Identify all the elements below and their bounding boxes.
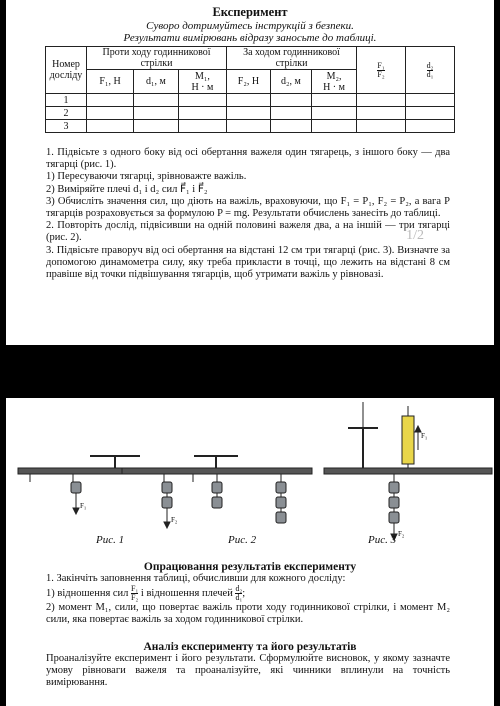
- header-m2-top: M₂,: [326, 70, 342, 82]
- weight: [212, 482, 222, 493]
- weight: [276, 482, 286, 493]
- header-d1: d₁, м: [134, 70, 179, 94]
- processing-1-1-a: 1) відношення сил: [46, 588, 129, 600]
- label-f1-fig3: F₁: [421, 432, 428, 440]
- weight: [162, 482, 172, 493]
- processing-1-1-b: і відношення плечей: [140, 588, 233, 600]
- figure-3-lever: [324, 402, 492, 540]
- weight: [276, 512, 286, 523]
- processing-title: Опрацювання результатів експерименту: [143, 561, 357, 573]
- header-d2: d₂, м: [270, 70, 311, 94]
- figure-2-lever: [122, 456, 312, 523]
- step-1-2: 2) Виміряйте плечі d₁ і d₂ сил F⃗₁ і F⃗₂: [46, 183, 208, 195]
- figures: [6, 398, 494, 558]
- results-table: [45, 46, 455, 133]
- analysis-title: Аналіз експерименту та його результатів: [143, 640, 357, 653]
- header-ccw-group: Проти ходу годинникової стрілки: [87, 47, 227, 70]
- caption-fig-3: Рис. 3: [368, 534, 397, 546]
- processing-1: 1. Закінчіть заповнення таблиці, обчисливши для кожного досліду:: [46, 573, 346, 584]
- weight: [162, 497, 172, 508]
- label-f1: F₁: [80, 502, 87, 510]
- row-number: 2: [46, 107, 87, 120]
- header-f2: F₂, Н: [227, 70, 271, 94]
- row-number: 1: [46, 94, 87, 107]
- label-f2-fig3: F₂: [398, 530, 405, 538]
- label-f2: F₂: [171, 516, 178, 524]
- weight: [389, 497, 399, 508]
- dynamometer: [402, 416, 414, 464]
- worksheet-page-top: [6, 0, 494, 345]
- header-arm-ratio: [406, 47, 455, 94]
- header-m1-unit: Н · м: [191, 81, 214, 93]
- ratio-d-num: d₂: [426, 60, 434, 70]
- step-1: 1. Підвісьте з одного боку від осі обертання важеля один тягарець, з іншого боку — два тягарці (рис. 1).: [46, 147, 450, 171]
- weight: [389, 482, 399, 493]
- experiment-title: Експеримент: [212, 5, 288, 19]
- frac-f-den: F₂: [131, 593, 139, 603]
- page-badge: 1/2: [406, 228, 424, 243]
- caption-fig-2: Рис. 2: [228, 534, 257, 546]
- header-m2: [312, 70, 357, 94]
- table-row: [46, 120, 455, 133]
- processing-1-2: 2) момент M₁, сили, що повертає важіль проти ходу годинникової стрілки, і момент M₂ сили, яка повертає важіль за ходом годинникової стрілки.: [46, 602, 450, 626]
- table-note: Результати вимірювань відразу заносьте до таблиці.: [123, 32, 377, 44]
- weight: [71, 482, 81, 493]
- frac-d-num: d₂: [235, 584, 243, 594]
- processing-text: [46, 573, 450, 627]
- table-row: [46, 94, 455, 107]
- processing-1-1: 1) відношення сил $\frac{\text{F₁}}{\text{F₂}}$ і відношення плечей $\frac{\text{d₂}}{\text{d₁}}$ ;: [46, 584, 246, 603]
- header-m1: [178, 70, 226, 94]
- header-m1-top: M₁,: [194, 70, 210, 82]
- step-1-3: 3) Обчисліть значення сил, що діють на важіль, враховуючи, що F₁ = P₁, F₂ = P₂, а вага P тягарців розраховується за формулою P = mg. Результати обчислень занесіть до таблиці.: [46, 195, 450, 220]
- weight: [212, 497, 222, 508]
- analysis-text: Проаналізуйте експеримент і його результати. Сформулюйте висновок, у якому зазначте умову рівноваги важеля та проаналізуйте, які чинники вплинули на точність вимірювання.: [46, 652, 450, 689]
- weight: [389, 512, 399, 523]
- ratio-d-den: d₁: [426, 69, 434, 79]
- row-number: 3: [46, 120, 87, 133]
- header-number: Номер досліду: [46, 47, 87, 94]
- ratio-f-num: F₁: [377, 60, 385, 70]
- step-1-1: 1) Пересуваючи тягарці, зрівноважте важіль.: [46, 171, 247, 183]
- table-row: [46, 107, 455, 120]
- instructions: [46, 147, 450, 281]
- frac-f-num: F₁: [131, 584, 139, 594]
- header-cw-group: За ходом годинникової стрілки: [227, 47, 357, 70]
- caption-fig-1: Рис. 1: [96, 534, 125, 546]
- step-2: 2. Повторіть дослід, підвісивши на одній половині важеля два, а на іншій — три тягарці (рис. 2).: [46, 220, 450, 244]
- safety-note: Суворо дотримуйтесь інструкцій з безпеки.: [146, 20, 354, 32]
- figure-1-lever: [18, 456, 208, 528]
- step-3: 3. Підвісьте праворуч від осі обертання на відстані 12 см три тягарці (рис. 3). Визначте за допомогою динамометра силу, яку треба прикласти в точці, що лежить на відстані 8 см правіше від точки підвішування тягарців, щоб утримати важіль у рівновазі.: [46, 244, 450, 281]
- worksheet-page-bottom: [6, 398, 494, 706]
- header-force-ratio: [357, 47, 406, 94]
- ratio-f-den: F₂: [377, 69, 385, 79]
- weight: [276, 497, 286, 508]
- frac-d-den: d₁: [235, 593, 243, 603]
- header-m2-unit: Н · м: [323, 81, 345, 93]
- header-f1: F₁, Н: [87, 70, 134, 94]
